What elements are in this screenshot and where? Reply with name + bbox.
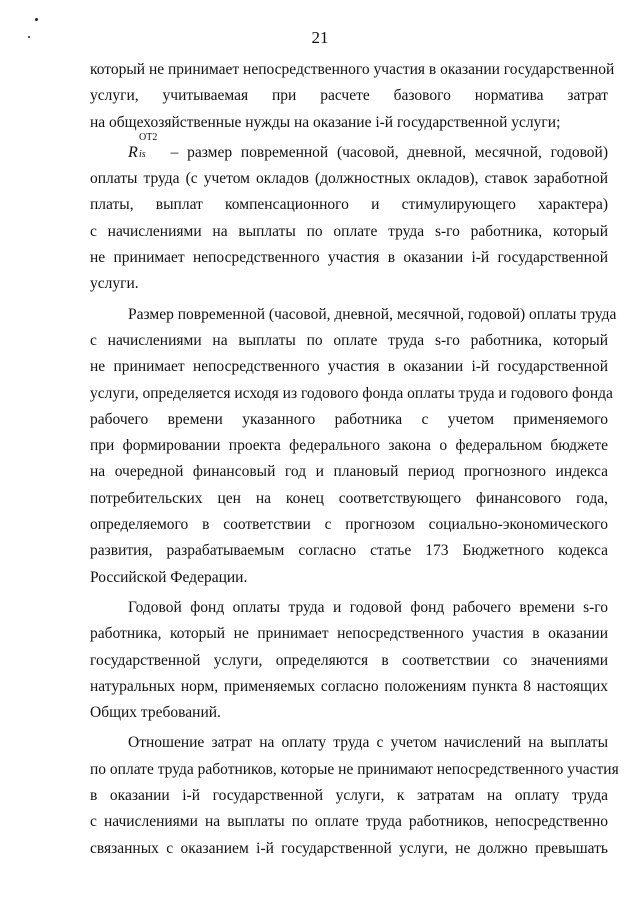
text-line: рабочего времени указанного работника с учетом применяемого (90, 410, 608, 428)
formula-symbol (128, 131, 160, 166)
formula-symbol-superscript: ОТ2 (139, 131, 158, 143)
formula-symbol-base: R (128, 143, 138, 161)
text-line: Годовой фонд оплаты труда и годовой фонд рабочего времени s-го (128, 598, 608, 616)
text-line: развития, разрабатываемым согласно статье 173 Бюджетного кодекса (90, 542, 608, 560)
text-line: – размер повременной (часовой, дневной, месячной, годовой) (170, 143, 609, 161)
text-line: по оплате труда работников, которые не принимают непосредственного участия (90, 760, 619, 778)
text-line: оплаты труда (с учетом окладов (должностных окладов), ставок заработной (90, 170, 608, 188)
text-line: Отношение затрат на оплату труда с учетом начислений на выплаты (128, 734, 608, 752)
text-line: с начислениями на выплаты по оплате труда s-го работника, который (90, 222, 608, 240)
text-line: Общих требований. (90, 704, 221, 722)
page-number: 21 (311, 28, 329, 47)
text-line: при формировании проекта федерального закона о федеральном бюджете (90, 437, 608, 455)
formula-definition-line (90, 131, 609, 166)
text-line: на очередной финансовый год и плановый период прогнозного индекса (90, 463, 608, 481)
text-line: не принимает непосредственного участия в оказании i-й государственной (90, 249, 608, 267)
text-line: в оказании i-й государственной услуги, к затратам на оплату труда (90, 787, 608, 805)
text-line: с начислениями на выплаты по оплате труда s-го работника, который (90, 331, 608, 349)
text-line: потребительских цен на конец соответствующего финансового года, (90, 489, 608, 507)
text-line: определяемого в соответствии с прогнозом социально-экономического (90, 516, 608, 534)
text-line: услуги, учитываемая при расчете базового норматива затрат (90, 87, 608, 105)
text-line: с начислениями на выплаты по оплате труда работников, непосредственно (90, 813, 608, 831)
text-line: Российской Федерации. (90, 568, 248, 586)
formula-symbol-subscript: is (139, 148, 146, 160)
text-line: услуги, определяется исходя из годового фонда оплаты труда и годового фонда (90, 384, 613, 402)
scan-speck (35, 18, 38, 21)
text-line: натуральных норм, применяемых согласно положениям пункта 8 настоящих (90, 677, 608, 695)
text-line: связанных с оказанием i-й государственной услуги, не должно превышать (90, 839, 608, 857)
text-line: государственной услуги, определяются в соответствии со значениями (90, 651, 608, 669)
text-line: работника, который не принимает непосредственного участия в оказании (90, 625, 608, 643)
text-line: платы, выплат компенсационного и стимулирующего характера) (90, 196, 608, 214)
body-text (90, 57, 619, 862)
text-line: на общехозяйственные нужды на оказание i-й государственной услуги; (90, 113, 561, 131)
text-line: не принимает непосредственного участия в оказании i-й государственной (90, 358, 608, 376)
text-line: Размер повременной (часовой, дневной, месячной, годовой) оплаты труда (128, 305, 617, 323)
text-line: услуги. (90, 275, 139, 293)
text-line: который не принимает непосредственного участия в оказании государственной (90, 61, 615, 78)
